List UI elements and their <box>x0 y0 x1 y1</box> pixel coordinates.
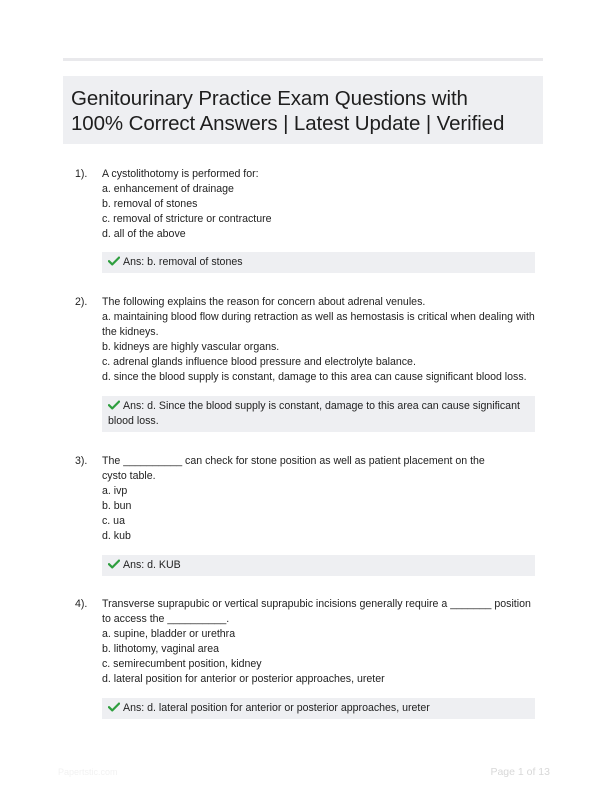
option-c: c. adrenal glands influence blood pressure and electrolyte balance. <box>102 356 416 368</box>
question-stem: A cystolithotomy is performed for: <box>102 168 259 180</box>
option-a: a. enhancement of drainage <box>102 183 234 195</box>
question-body <box>102 295 535 385</box>
footer-watermark: Papertstic.com <box>58 767 118 777</box>
question-number: 2). <box>75 296 88 308</box>
option-b: b. removal of stones <box>102 198 198 210</box>
check-icon <box>108 559 120 569</box>
question-body <box>102 167 535 242</box>
option-b: b. lithotomy, vaginal area <box>102 643 219 655</box>
title-line-1: Genitourinary Practice Exam Questions with <box>71 87 468 110</box>
option-d: d. lateral position for anterior or posterior approaches, ureter <box>102 673 385 685</box>
question-number: 1). <box>75 168 88 180</box>
option-a: a. maintaining blood flow during retraction as well as hemostasis is critical when dealing with the kidneys. <box>102 311 535 338</box>
option-d: d. all of the above <box>102 228 186 240</box>
check-icon <box>108 400 120 410</box>
option-a: a. supine, bladder or urethra <box>102 628 236 640</box>
answer-text: Ans: d. KUB <box>123 559 181 571</box>
check-icon <box>108 256 120 266</box>
option-d: d. kub <box>102 530 131 542</box>
option-c: c. removal of stricture or contracture <box>102 213 272 225</box>
title-box <box>63 76 543 144</box>
answer-text: Ans: d. lateral position for anterior or posterior approaches, ureter <box>123 702 430 714</box>
option-c: c. semirecumbent position, kidney <box>102 658 262 670</box>
question-number: 4). <box>75 598 88 610</box>
question-number: 3). <box>75 455 88 467</box>
page-indicator: Page 1 of 13 <box>490 766 550 778</box>
question-stem: Transverse suprapubic or vertical suprapubic incisions generally require a _______ position to access the __________. <box>102 598 531 625</box>
answer-box <box>102 555 535 576</box>
option-a: a. ivp <box>102 485 128 497</box>
title-line-2: 100% Correct Answers | Latest Update | Verified <box>71 112 505 135</box>
answer-text: Ans: b. removal of stones <box>123 256 243 268</box>
answer-box <box>102 396 535 432</box>
question-body <box>102 454 535 544</box>
option-b: b. kidneys are highly vascular organs. <box>102 341 280 353</box>
question-stem: The following explains the reason for concern about adrenal venules. <box>102 296 426 308</box>
document-title <box>71 86 543 136</box>
top-divider <box>63 58 543 61</box>
answer-box <box>102 698 535 719</box>
option-d: d. since the blood supply is constant, damage to this area can cause significant blood loss. <box>102 371 527 383</box>
answer-text: Ans: d. Since the blood supply is constant, damage to this area can cause significant blood loss. <box>108 400 520 427</box>
check-icon <box>108 702 120 712</box>
answer-box <box>102 252 535 273</box>
question-body <box>102 597 535 687</box>
question-stem: The __________ can check for stone position as well as patient placement on the cysto table. <box>102 455 485 482</box>
option-b: b. bun <box>102 500 132 512</box>
option-c: c. ua <box>102 515 125 527</box>
